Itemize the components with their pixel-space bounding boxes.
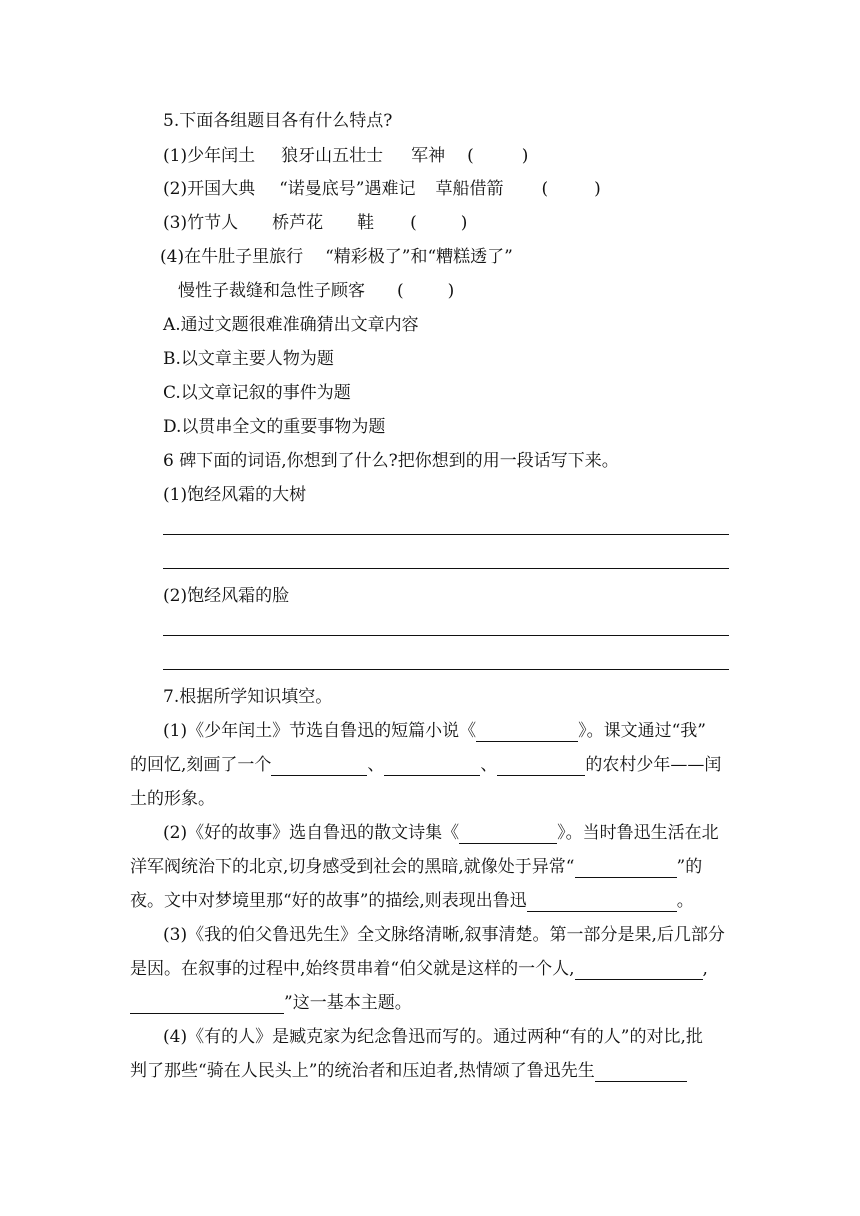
q5-option-b: B.以文章主要人物为题 [163,349,334,369]
answer-paren[interactable]: ( ) [410,213,468,233]
q6-title: 6 碑下面的词语,你想到了什么?把你想到的用一段话写下来。 [163,451,619,471]
fill-blank[interactable] [595,1062,687,1082]
fill-blank[interactable] [459,824,557,844]
q5-title: 5.下面各组题目各有什么特点? [163,111,393,131]
q7-p1-line2: 的回忆,刻画了一个 、 、 的农村少年——闰 [130,755,722,775]
fill-blank[interactable] [575,858,677,878]
fill-blank[interactable] [497,756,585,776]
q5-option-c: C.以文章记叙的事件为题 [163,383,351,403]
q6-item-1: (1)饱经风霜的大树 [163,485,307,505]
fill-blank[interactable] [384,756,480,776]
q5-option-d: D.以贯串全文的重要事物为题 [163,417,386,437]
q7-p4-line1: (4)《有的人》是臧克家为纪念鲁迅而写的。通过两种“有的人”的对比,批 [163,1027,703,1047]
q5-row-4a: (4)在牛肚子里旅行 “精彩极了”和“糟糕透了” [160,247,513,267]
q6-item-2: (2)饱经风霜的脸 [163,586,290,606]
fill-blank[interactable] [476,722,578,742]
answer-paren[interactable]: ( ) [541,179,601,199]
writing-line[interactable] [163,534,729,535]
answer-paren[interactable]: ( ) [397,281,455,301]
fill-blank[interactable] [575,960,703,980]
q5-option-a: A.通过文题很难准确猜出文章内容 [163,315,419,335]
fill-blank[interactable] [271,756,367,776]
writing-line[interactable] [163,568,729,569]
q7-p2-line1: (2)《好的故事》选自鲁迅的散文诗集《 》。当时鲁迅生活在北 [163,823,719,843]
q7-p1-line3: 土的形象。 [130,789,215,809]
q5-row-4b: 慢性子裁缝和急性子顾客 ( ) [178,281,455,301]
fill-blank[interactable] [527,892,677,912]
q7-title: 7.根据所学知识填空。 [163,687,333,707]
writing-line[interactable] [163,669,729,670]
q5-row-3: (3)竹节人 桥芦花 鞋 ( ) [163,213,468,233]
q7-p3-line3: ”这一基本主题。 [130,992,412,1014]
answer-paren[interactable]: ( ) [467,146,529,166]
q5-row-2: (2)开国大典 “诺曼底号”遇难记 草船借箭 ( ) [163,179,601,199]
q7-p2-line2: 洋军阀统治下的北京,切身感受到社会的黑暗,就像处于异常“ ”的 [130,857,703,877]
q7-p3-line1: (3)《我的伯父鲁迅先生》全文脉络清晰,叙事清楚。第一部分是果,后几部分 [163,925,725,945]
fill-blank[interactable] [130,994,284,1014]
q7-p4-line2: 判了那些“骑在人民头上”的统治者和压迫者,热情颂了鲁迅先生 [130,1060,687,1082]
q7-p2-line3: 夜。文中对梦境里那“好的故事”的描绘,则表现出鲁迅 。 [130,891,694,911]
q7-p3-line2: 是因。在叙事的过程中,始终贯串着“伯父就是这样的一个人, , [130,959,708,979]
writing-line[interactable] [163,635,729,636]
q5-row-1: (1)少年闰土 狼牙山五壮士 军神 ( ) [163,146,529,166]
q7-p1-line1: (1)《少年闰土》节选自鲁迅的短篇小说《 》。课文通过“我” [163,721,706,741]
